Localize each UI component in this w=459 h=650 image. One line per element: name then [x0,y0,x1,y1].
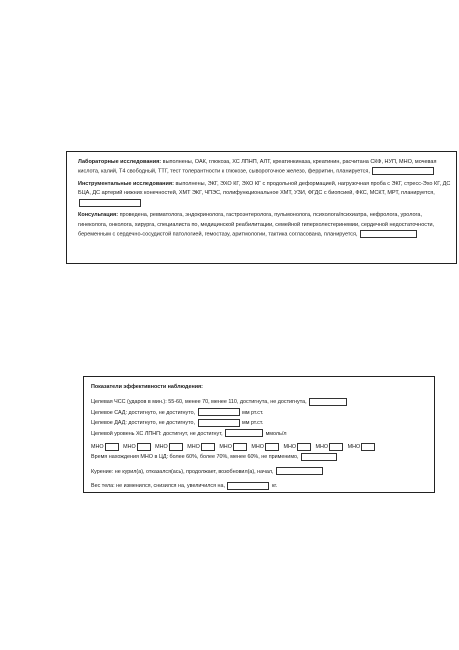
mno-field[interactable] [329,443,343,451]
smoking-field[interactable] [276,467,323,475]
instrumental-tests-heading: Инструментальные исследования: [78,181,174,188]
sad-text: Целевое САД: достигнуто, не достигнуто, [91,409,196,416]
mno-label: МНО [155,444,168,451]
hr-field[interactable] [309,398,347,406]
dad-unit: мм рт.ст. [242,420,264,427]
mno-label: МНО [123,444,136,451]
weight-text: Вес тела: не изменился, снизился на, увеличился на, [91,483,225,490]
mno-entry [155,442,184,452]
efficacy-heading: Показатели эффективности наблюдения: [91,384,203,390]
mno-entry [187,442,216,452]
weight-row [91,481,429,491]
consultation-section [78,211,451,239]
sad-row [91,408,429,418]
mno-field[interactable] [105,443,119,451]
dad-row [91,418,429,428]
efficacy-box [83,376,435,493]
mno-entry [251,442,280,452]
weight-field[interactable] [227,482,269,490]
ttr-row [91,452,429,462]
dad-field[interactable] [198,419,240,427]
mno-label: МНО [283,444,297,451]
mno-field[interactable] [137,443,151,451]
sad-unit: мм рт.ст. [242,409,264,416]
instrumental-tests-text: выполнены, ЭКГ, ЭХО КГ, ЭХО КГ с продольной деформацией, нагрузочная проба с ЭКГ, стресс-Эхо КГ, ДС БЦА, ДС артерий нижних конечностей, ХМТ ЭКГ, ЧПЭС, полифункциональное ХМТ, УЗИ, ФГДС с биопсией, ФКС, МСКТ, МРТ, планируется, [78,181,451,197]
mno-field[interactable] [265,443,279,451]
mno-entry [348,442,377,452]
ldl-text: Целевой уровень ХС ЛПНП: достигнут, не достигнут, [91,430,223,437]
ldl-unit: ммоль/л [265,430,287,437]
sad-field[interactable] [198,408,240,416]
lab-tests-heading: Лабораторные исследования: [78,159,162,165]
hr-text: Целевая ЧСС (ударов в мин.): 55-60, менее 70, менее 110, достигнута, не достигнута, [91,399,307,406]
mno-label: МНО [251,444,264,451]
mno-entry [316,442,345,452]
smoking-row [91,467,429,477]
mno-entry [219,442,248,452]
mno-entry [91,442,120,452]
weight-unit: кг. [271,483,278,490]
ttr-field[interactable] [301,453,337,461]
dad-text: Целевое ДАД: достигнуто, не достигнуто, [91,420,196,427]
smoking-text: Курение: не курил(а), отказался(ась), продолжает, возобновил(а), начал, [91,468,274,475]
mno-label: МНО [219,444,232,451]
lab-tests-section [78,158,451,177]
mno-field[interactable] [361,443,375,451]
mno-field[interactable] [169,443,183,451]
mno-entry [283,442,312,452]
mno-row [91,442,429,452]
ldl-row [91,429,429,439]
lab-tests-text: выполнены, ОАК, глюкоза, ХС ЛПНП, АЛТ, креатинкиназа, креатинин, расчитана СКФ, НУП, МНО, мочевая кислота, калий, Т4 свободный, ТТГ, тест толерантности к глюкозе, сывороточное железо, ферритин, планируется, [78,159,437,175]
ttr-text: Время нахождения МНО в ЦД: более 60%, более 70%, менее 60%, не применимо, [91,454,299,461]
consultation-heading: Консультация: [78,212,119,219]
mno-field[interactable] [297,443,311,451]
ldl-field[interactable] [225,429,263,437]
consultation-field[interactable] [360,230,417,238]
examinations-box [66,151,457,264]
consultation-text: проведена, ревматолога, эндокринолога, гастроэнтеролога, пульмонолога, психолога/психиатра, нефролога, уролога, гинеколога, онколога, хирурга, специалиста по, медицинской реабилитации, семейной гиперхолестеринемии, сердечной недостаточности, беременным с сердечно-сосудистой патологией, гемостазу, аритмологии, тактика согласована, планируется, [78,212,435,238]
mno-label: МНО [91,444,104,451]
mno-field[interactable] [201,443,215,451]
mno-field[interactable] [233,443,247,451]
mno-label: МНО [347,444,361,451]
instrumental-tests-field[interactable] [79,199,141,207]
hr-row [91,397,429,407]
mno-entry [123,442,152,452]
mno-label: МНО [315,444,329,451]
lab-tests-field[interactable] [372,167,434,175]
mno-label: МНО [187,444,200,451]
instrumental-tests-section [78,180,451,208]
